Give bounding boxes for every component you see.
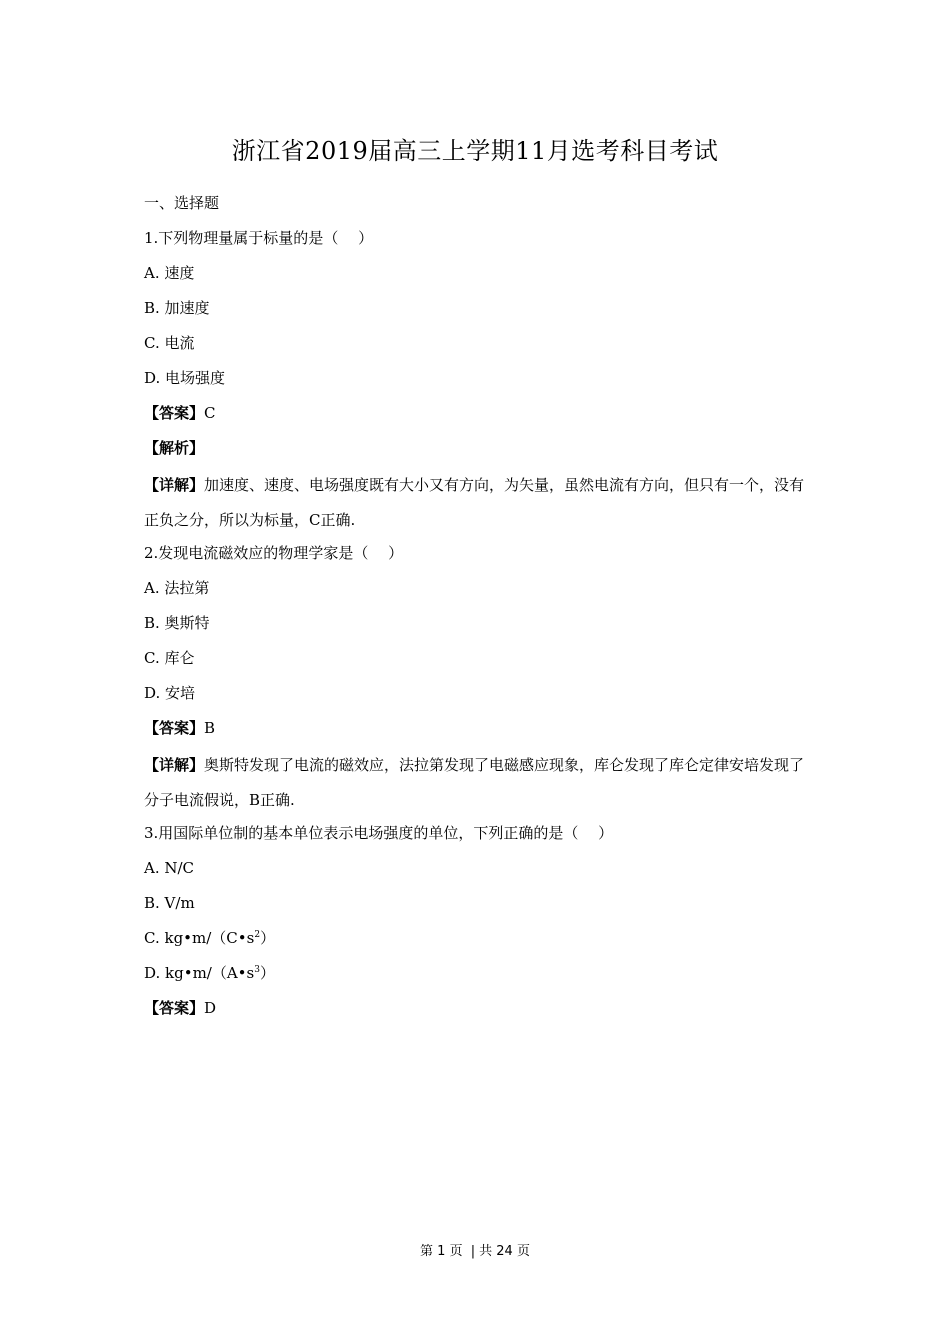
question-3-answer xyxy=(144,993,814,1028)
question-1-option-a: A. 速度 xyxy=(144,264,195,282)
total-pages: 24 xyxy=(496,1244,513,1259)
option-c-suffix: ） xyxy=(260,929,276,947)
option-c-exponent: 2 xyxy=(254,930,261,940)
document-body xyxy=(144,188,814,1028)
question-2-option-b: B. 奥斯特 xyxy=(144,614,210,632)
question-2-stem: 2.发现电流磁效应的物理学家是（ ） xyxy=(144,544,404,562)
detail-text: 加速度、速度、电场强度既有大小又有方向，为矢量，虽然电流有方向，但只有一个，没有正负之分，所以为标量，C正确. xyxy=(144,476,805,529)
answer-value: B xyxy=(204,719,216,737)
answer-value: D xyxy=(204,999,217,1017)
question-3-option-d xyxy=(144,958,814,993)
question-1-stem: 1.下列物理量属于标量的是（ ） xyxy=(144,229,374,247)
footer-separator: | xyxy=(470,1244,476,1259)
page-footer xyxy=(0,1240,950,1264)
question-1-option-d: D. 电场强度 xyxy=(144,369,226,387)
option-d-prefix: D. kg•m/（A•s xyxy=(144,964,255,982)
question-3-stem: 3.用国际单位制的基本单位表示电场强度的单位，下列正确的是（ ） xyxy=(144,824,614,842)
answer-value: C xyxy=(204,404,216,422)
question-2-detail xyxy=(144,748,814,818)
page-suffix: 页 xyxy=(449,1244,463,1259)
question-1-option-b: B. 加速度 xyxy=(144,299,210,317)
question-2-option-d: D. 安培 xyxy=(144,684,196,702)
question-1-analysis-tag: 【解析】 xyxy=(144,439,205,457)
page-prefix: 第 xyxy=(420,1244,434,1259)
question-3-option-c xyxy=(144,923,814,958)
option-d-suffix: ） xyxy=(259,964,275,982)
answer-tag: 【答案】 xyxy=(144,719,205,737)
question-2-option-c: C. 库仑 xyxy=(144,649,195,667)
answer-tag: 【答案】 xyxy=(144,404,205,422)
page-title: 浙江省2019届高三上学期11月选考科目考试 xyxy=(231,137,719,165)
section-heading: 一、选择题 xyxy=(144,194,220,212)
question-1-detail xyxy=(144,468,814,538)
detail-text: 奥斯特发现了电流的磁效应，法拉第发现了电磁感应现象，库仑发现了库仑定律安培发现了分子电流假说，B正确. xyxy=(144,756,805,809)
question-3-option-b: B. V/m xyxy=(144,894,195,912)
page-number: 1 xyxy=(437,1244,446,1259)
question-1-answer xyxy=(144,398,814,433)
detail-tag: 【详解】 xyxy=(144,476,205,494)
detail-tag: 【详解】 xyxy=(144,756,205,774)
total-suffix: 页 xyxy=(516,1244,530,1259)
answer-tag: 【答案】 xyxy=(144,999,205,1017)
total-prefix: 共 xyxy=(479,1244,493,1259)
option-c-prefix: C. kg•m/（C•s xyxy=(144,929,255,947)
question-3-option-a: A. N/C xyxy=(144,859,195,877)
question-1-option-c: C. 电流 xyxy=(144,334,195,352)
question-2-option-a: A. 法拉第 xyxy=(144,579,210,597)
option-d-exponent: 3 xyxy=(254,965,260,975)
question-2-answer xyxy=(144,713,814,748)
